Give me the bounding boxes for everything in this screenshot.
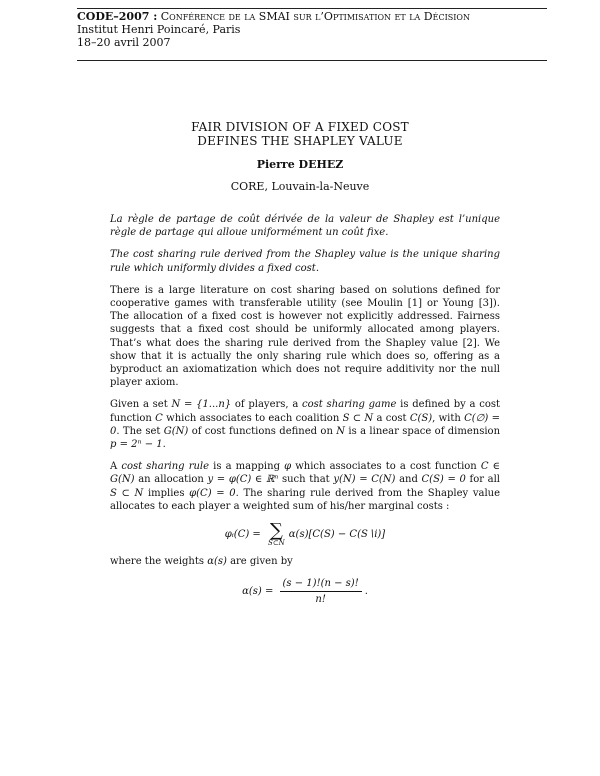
institution-line: Institut Henri Poincaré, Paris (77, 23, 241, 36)
venue-line (77, 10, 547, 23)
fraction: $\frac{(s - 1)!(n - s)!}{n!}$ (280, 577, 362, 606)
affiliation: CORE, Louvain-la-Neuve (230, 180, 370, 193)
term-cost-sharing-game: cost sharing game (302, 399, 397, 411)
title-line-1: FAIR DIVISION OF A FIXED COST (191, 120, 409, 134)
paragraph-intro: There is a large literature on cost sharing based on solutions defined for cooperative games with transferable utility (see Moulin [1] or Young [3]). The allocation of a fixed cost is however not explicitly addressed. Fairness suggests that a fixed cost should be uniformly allocated among players. That’s what does the sharing rule derived from the Shapley value [2]. We show that it is actually the only sharing rule which does so, offering as a byproduct an axiomatization which does not require additivity nor the null player axiom. (110, 284, 500, 389)
venue-name: Conférence de la SMAI sur l’Optimisation et la Décision (160, 10, 470, 23)
author: Pierre DEHEZ (256, 158, 344, 171)
abstract-french: La règle de partage de coût dérivée de la valeur de Shapley est l’unique règle de partage qui alloue uniformément un coût fixe. (110, 214, 500, 239)
equation-weights: α(s) = $\frac{(s - 1)!(n - s)!}{n!}$ . (242, 578, 368, 606)
title-line-2: DEFINES THE SHAPLEY VALUE (197, 134, 403, 148)
conference-header (77, 10, 547, 49)
venue-code: CODE–2007 : (77, 10, 158, 23)
header-bottom-rule (77, 60, 547, 61)
paper-title (110, 120, 490, 148)
equation-shapley: φᵢ(C) = ∑ S⊂N α(s)[C(S) − C(S∖i)] (224, 520, 386, 548)
dates-line: 18–20 avril 2007 (77, 36, 171, 49)
header-top-rule (77, 8, 547, 9)
term-cost-sharing-rule: cost sharing rule (121, 461, 210, 473)
paragraph-weights: where the weights α(s) are given by (110, 556, 293, 568)
summation-symbol: ∑ S⊂N (268, 520, 285, 548)
math-set-n: N = {1...n} (171, 399, 232, 411)
paper-body (110, 213, 500, 615)
paragraph-definition-rule: A cost sharing rule is a mapping φ which associates to a cost function C ∈ G(N) an allocation y = φ(C) ∈ ℝⁿ such that y(N) = C(N) and C(S) = 0 for all S ⊂ N implies φ(C) = 0. The sharing rule derived from the Shapley value allocates to each player a weighted sum of his/her marginal costs : (110, 461, 501, 512)
paragraph-definition-game: Given a set N = {1...n} of players, a cost sharing game is defined by a cost function C which associates to each coalition S ⊂ N a cost C(S), with C(∅) = 0. The set G(N) of cost functions defined on N is a linear space of dimension p = 2ⁿ − 1. (110, 399, 501, 451)
abstract-english: The cost sharing rule derived from the Shapley value is the unique sharing rule which uniformly divides a fixed cost. (110, 249, 500, 274)
